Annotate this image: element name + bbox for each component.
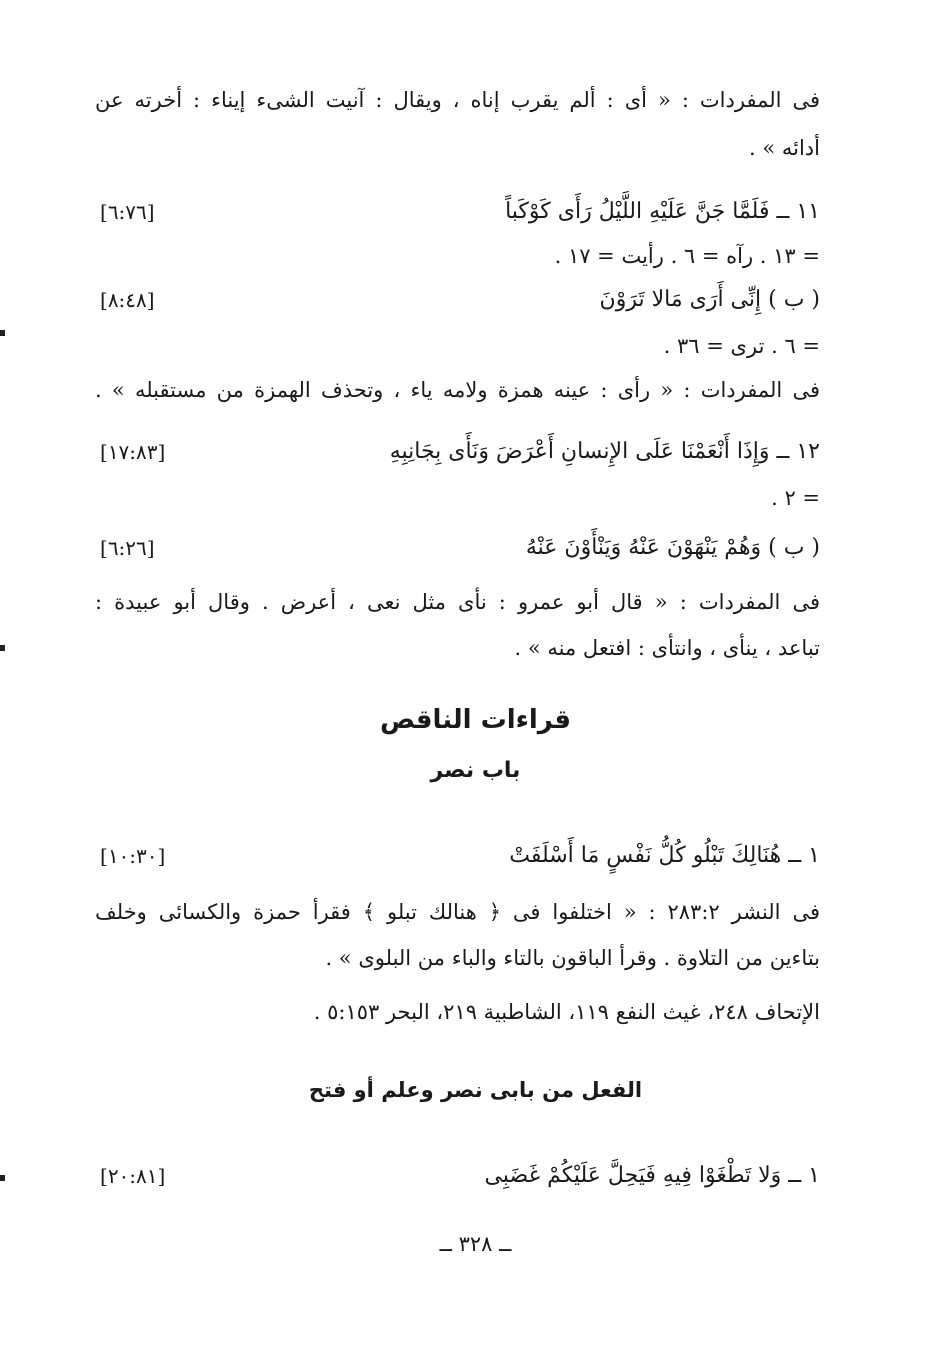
mufradat-line-1: فى المفردات : « قال أبو عمرو : نأى مثل نعى ، أعرض . وقال أبو عبيدة : <box>95 590 820 614</box>
verse-reference: [٨:٤٨] <box>100 288 155 312</box>
verse-text: ( ب ) إِنِّى أَرَى مَالا تَرَوْنَ <box>599 287 820 312</box>
verse-12b <box>95 530 820 566</box>
references-line: الإتحاف ٢٤٨، غيث النفع ١١٩، الشاطبية ٢١٩، البحر ٥:١٥٣ . <box>313 1000 820 1024</box>
verse-12 <box>95 434 820 470</box>
verse-reference: [٢٠:٨١] <box>100 1164 166 1188</box>
nashr-line-1: فى النشر ٢٨٣:٢ : « اختلفوا فى ﴿ هنالك تبلو ﴾ فقرأ حمزة والكسائى وخلف <box>95 900 820 924</box>
subsection-heading: الفعل من بابى نصر وعلم أو فتح <box>308 1078 643 1102</box>
scan-edge-mark <box>0 1175 5 1181</box>
letter-count-line: = ٢ . <box>771 486 820 510</box>
nashr-line-2: بتاءين من التلاوة . وقرأ الباقون بالتاء والباء من البلوى » . <box>325 946 820 970</box>
verse-1-fi3l <box>95 1158 820 1194</box>
mufradat-line: فى المفردات : « رأى : عينه همزة ولامه ياء ، وتحذف الهمزة من مستقبله » . <box>95 378 820 402</box>
letter-count-line: = ١٣ . رآه = ٦ . رأيت = ١٧ . <box>554 244 820 268</box>
verse-text: ١١ ــ فَلَمَّا جَنَّ عَلَيْهِ اللَّيْلُ رَأَى كَوْكَباً <box>505 199 820 224</box>
scan-edge-mark <box>0 645 5 651</box>
mufradat-line-2: تباعد ، ينأى ، وانتأى : افتعل منه » . <box>514 636 820 660</box>
page-number: ــ ٣٢٨ ــ <box>439 1232 512 1256</box>
verse-text: ( ب ) وَهُمْ يَنْهَوْنَ عَنْهُ وَيَنْأَوْنَ عَنْهُ <box>525 535 820 560</box>
verse-text: ١ ــ هُنَالِكَ تَبْلُو كُلُّ نَفْسٍ مَا أَسْلَفَتْ <box>509 843 820 868</box>
verse-11 <box>95 194 820 230</box>
subsection-heading: باب نصر <box>430 758 521 783</box>
verse-text: ١٢ ــ وَإِذَا أَنْعَمْنَا عَلَى الإِنسانِ أَعْرَضَ وَنَأَى بِجَانِبِهِ <box>389 439 820 464</box>
verse-1-nasr <box>95 838 820 874</box>
mufradat-line-1: فى المفردات : « أى : ألم يقرب إناه ، ويقال : آنيت الشىء إيناء : أخرته عن <box>95 88 820 112</box>
mufradat-line-2: أدائه » . <box>749 136 820 160</box>
verse-11b <box>95 282 820 318</box>
section-heading: قراءات الناقص <box>379 705 572 735</box>
verse-reference: [٦:٧٦] <box>100 200 155 224</box>
verse-reference: [١٠:٣٠] <box>100 844 166 868</box>
verse-text: ١ ــ وَلا تَطْغَوْا فِيهِ فَيَحِلَّ عَلَيْكُمْ غَضَبِى <box>484 1163 820 1188</box>
verse-reference: [١٧:٨٣] <box>100 440 166 464</box>
letter-count-line: = ٦ . ترى = ٣٦ . <box>663 334 820 358</box>
scan-edge-mark <box>0 330 5 336</box>
verse-reference: [٦:٢٦] <box>100 536 155 560</box>
